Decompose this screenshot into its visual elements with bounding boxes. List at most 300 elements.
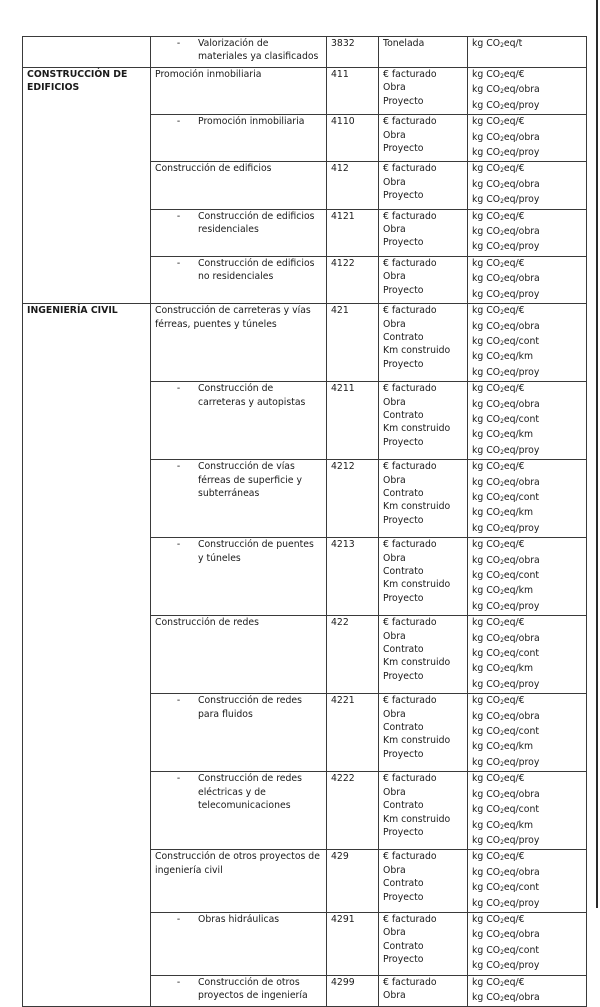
subscript-2: 2 [500,699,504,707]
indicator-cell [468,256,587,303]
indicator-cell [468,538,587,616]
dash-bullet: - [176,210,181,222]
dash-bullet: - [176,976,181,988]
unit-line: Proyecto [383,358,424,370]
activity-line: y túneles [198,552,241,564]
indicator-line: kg $CO_2eq$/cont [472,335,539,347]
unit-cell [379,912,468,975]
unit-line: Obra [383,864,406,876]
subscript-2: 2 [500,214,504,222]
activity-line: Construcción de vías [198,461,295,473]
unit-line: Proyecto [383,284,424,296]
unit-line: Km construido [383,579,451,591]
subscript-2: 2 [500,558,504,566]
unit-line: Contrato [383,409,424,421]
unit-line: € facturado [383,383,437,395]
subscript-2: 2 [500,230,504,238]
subscript-2: 2 [500,714,504,722]
indicator-line: kg $CO_2eq$/obra [472,929,540,941]
indicator-line: kg $CO_2eq/km$ [472,429,534,441]
indicator-line: kg $CO_2eq$/obra [472,554,540,566]
indicator-line: kg $CO_2eq/km$ [472,663,534,675]
activity-text [198,976,322,1003]
unit-line: Contrato [383,331,424,343]
indicator-cell [468,772,587,850]
page-edge-line [596,0,598,908]
subscript-2: 2 [500,777,504,785]
subscript-2: 2 [500,526,504,534]
indicator-line: kg $CO_2eq$/cont [472,944,539,956]
activity-line: Construcción de otros proyectos de [155,851,320,863]
activity-text [198,382,322,409]
code-cell: 422 [327,616,379,694]
activity-line: Construcción de puentes [198,539,314,551]
code-cell: 4222 [327,772,379,850]
sub-activity [155,694,322,721]
unit-line: Contrato [383,566,424,577]
subscript-2: 2 [500,339,504,347]
indicator-cell [468,382,587,460]
emission-indicators-table [22,36,587,1007]
subscript-2: 2 [500,324,504,332]
indicator-line: kg $CO_2eq$/proy [472,99,540,111]
indicator-line: kg $CO_2eq$/proy [472,444,540,456]
indicator-line: kg $CO_2eq$/cont [472,726,539,738]
activity-line: ingeniería civil [155,864,223,876]
code-cell: 4110 [327,115,379,162]
activity-text [198,460,322,500]
indicator-line: kg $CO_2eq$/obra [472,788,540,800]
unit-line: Obra [383,474,406,486]
indicator-line: kg $CO_2eq$/obra [472,866,540,878]
indicator-line: kg $CO_2eq$/obra [472,178,540,190]
unit-line: € facturado [383,210,437,222]
indicator-line: kg $CO_2eq/km$ [472,741,534,753]
unit-line: Contrato [383,878,424,890]
activity-cell [151,538,327,616]
indicator-line: kg $CO_2eq$/cont [472,648,539,660]
sub-activity [155,976,322,1003]
unit-line: Obra [383,927,406,939]
activity-text [198,37,322,64]
unit-line: Contrato [383,940,424,952]
unit-cell [379,382,468,460]
indicator-cell [468,68,587,115]
code-cell: 4121 [327,209,379,256]
activity-line: Construcción de edificios [198,210,315,222]
activity-cell [151,975,327,1007]
unit-line: Obra [383,129,406,141]
unit-cell [379,850,468,913]
activity-line: eléctricas y de [198,786,266,798]
unit-line: Proyecto [383,592,424,604]
activity-cell [151,256,327,303]
sub-activity [155,257,322,284]
activity-cell [151,68,327,115]
subscript-2: 2 [500,886,504,894]
indicator-line: kg $CO_2eq$/obra [472,710,540,722]
code-cell: 411 [327,68,379,115]
subscript-2: 2 [500,917,504,925]
unit-line: Km construido [383,735,451,747]
indicator-line: kg $CO_2eq$/proy [472,678,540,690]
indicator-cell [468,912,587,975]
dash-bullet: - [176,38,181,49]
indicator-line: kg $CO_2eq/€$ [472,976,525,988]
indicator-cell [468,975,587,1007]
activity-text [198,115,322,128]
unit-cell [379,256,468,303]
unit-line: Proyecto [383,237,424,249]
subscript-2: 2 [500,948,504,956]
activity-line: férreas de superficie y [198,474,302,486]
unit-line: Contrato [383,722,424,734]
unit-line: € facturado [383,913,437,925]
subscript-2: 2 [500,604,504,612]
indicator-line: kg $CO_2eq$/proy [472,960,540,972]
subscript-2: 2 [500,745,504,753]
indicator-line: kg $CO_2eq$/proy [472,834,540,846]
activity-cell [151,772,327,850]
indicator-line: kg $CO_2eq$/proy [472,897,540,909]
activity-cell [151,304,327,382]
indicator-line: kg $CO_2eq$/proy [472,600,540,612]
indicator-line: kg $CO_2eq/km$ [472,585,534,597]
unit-line: € facturado [383,851,437,863]
indicator-line: kg $CO_2eq$/proy [472,147,540,159]
indicator-line: kg $CO_2eq$/obra [472,398,540,410]
activity-line: Promoción inmobiliaria [198,116,305,128]
subscript-2: 2 [500,73,504,80]
subscript-2: 2 [500,103,504,111]
indicator-line: kg $CO_2eq/€$ [472,257,525,269]
indicator-line: kg $CO_2eq/€$ [472,913,525,925]
subscript-2: 2 [500,448,504,456]
subscript-2: 2 [500,135,504,143]
unit-cell [379,772,468,850]
unit-line: Contrato [383,800,424,812]
subscript-2: 2 [500,495,504,503]
sub-activity [155,382,322,409]
unit-cell [379,209,468,256]
subscript-2: 2 [500,151,504,159]
unit-line: Contrato [383,644,424,656]
unit-line: € facturado [383,976,437,988]
indicator-line: kg $CO_2eq$/obra [472,273,540,285]
activity-text [198,210,322,237]
unit-line: Proyecto [383,826,424,838]
subscript-2: 2 [500,277,504,285]
subscript-2: 2 [500,933,504,941]
unit-line: € facturado [383,257,437,269]
indicator-cell [468,850,587,913]
unit-line: Obra [383,318,406,330]
indicator-cell [468,304,587,382]
activity-line: materiales ya clasificados [198,51,319,63]
activity-line: para fluidos [198,708,253,720]
indicator-line: kg $CO_2eq$/proy [472,522,540,534]
indicator-line: kg $CO_2eq$/obra [472,320,540,332]
table-body [23,37,587,1007]
code-cell: 4213 [327,538,379,616]
unit-cell [379,694,468,772]
code-cell: 412 [327,162,379,209]
sector-cell [23,37,151,68]
subscript-2: 2 [500,995,504,1003]
code-cell: 4212 [327,460,379,538]
indicator-line: kg $CO_2eq/€$ [472,773,525,785]
unit-line: Km construido [383,501,451,513]
subscript-2: 2 [500,964,504,972]
code-cell: 4299 [327,975,379,1007]
dash-bullet: - [176,461,181,473]
sub-activity [155,538,322,565]
unit-cell [379,37,468,68]
indicator-line: kg $CO_2eq$/obra [472,991,540,1003]
subscript-2: 2 [500,402,504,410]
unit-line: € facturado [383,461,437,473]
subscript-2: 2 [500,636,504,644]
subscript-2: 2 [500,387,504,395]
indicator-line: kg $CO_2eq/€$ [472,163,525,175]
subscript-2: 2 [500,433,504,441]
unit-line: Proyecto [383,891,424,903]
unit-line: Contrato [383,487,424,499]
sub-activity [155,460,322,500]
unit-line: Obra [383,630,406,642]
subscript-2: 2 [500,682,504,690]
unit-cell [379,460,468,538]
activity-cell [151,115,327,162]
activity-cell [151,694,327,772]
subscript-2: 2 [500,760,504,768]
subscript-2: 2 [500,355,504,363]
subscript-2: 2 [500,574,504,581]
table-row [23,37,587,68]
indicator-cell [468,616,587,694]
subscript-2: 2 [500,167,504,175]
activity-line: Construcción de edificios [155,163,272,175]
unit-line: Km construido [383,813,451,825]
subscript-2: 2 [500,417,504,425]
activity-line: Construcción de redes [155,617,259,629]
code-cell: 4211 [327,382,379,460]
unit-cell [379,68,468,115]
subscript-2: 2 [500,245,504,253]
indicator-line: kg $CO_2eq/km$ [472,351,534,363]
unit-line: Proyecto [383,748,424,760]
unit-cell [379,616,468,694]
indicator-line: kg $CO_2eq$/proy [472,194,540,206]
indicator-cell [468,209,587,256]
activity-line: férreas, puentes y túneles [155,318,277,330]
subscript-2: 2 [500,870,504,878]
subscript-2: 2 [500,370,504,378]
activity-text [198,694,322,721]
indicator-line: kg $CO_2eq/€$ [472,539,525,551]
unit-line: € facturado [383,305,437,317]
activity-line: proyectos de ingeniería [198,989,308,1001]
code-cell: 4122 [327,256,379,303]
unit-line: € facturado [383,69,437,80]
unit-line: Obra [383,176,406,188]
activity-cell [151,37,327,68]
code-cell: 421 [327,304,379,382]
indicator-line: kg $CO_2eq/€$ [472,383,525,395]
unit-line: Proyecto [383,670,424,682]
indicator-line: kg $CO_2eq$/proy [472,288,540,300]
unit-line: Proyecto [383,954,424,966]
subscript-2: 2 [500,808,504,816]
sub-activity [155,913,322,926]
indicator-line: kg $CO_2eq/€$ [472,116,525,128]
unit-line: Proyecto [383,190,424,202]
activity-line: subterráneas [198,487,260,499]
indicator-line: kg $CO_2eq/€$ [472,617,525,629]
indicator-line: kg $CO_2eq$/obra [472,131,540,143]
subscript-2: 2 [500,980,504,988]
unit-cell [379,115,468,162]
dash-bullet: - [176,695,181,707]
activity-cell [151,382,327,460]
unit-line: Proyecto [383,95,424,107]
dash-bullet: - [176,383,181,395]
activity-line: Valorización de [198,38,269,49]
activity-line: Construcción de [198,383,274,395]
unit-line: Km construido [383,657,451,669]
indicator-line: kg $CO_2eq/€$ [472,851,525,863]
subscript-2: 2 [500,198,504,206]
sub-activity [155,772,322,812]
unit-line: Obra [383,271,406,283]
indicator-line: kg $CO_2eq$/cont [472,882,539,894]
activity-cell [151,460,327,538]
subscript-2: 2 [500,309,504,317]
unit-line: Obra [383,989,406,1001]
unit-line: € facturado [383,617,437,629]
subscript-2: 2 [500,88,504,96]
subscript-2: 2 [500,838,504,846]
activity-line: Promoción inmobiliaria [155,69,262,80]
subscript-2: 2 [500,589,504,597]
indicator-line: kg $CO_2eq/km$ [472,507,534,519]
activity-cell [151,912,327,975]
subscript-2: 2 [500,465,504,473]
activity-cell [151,162,327,209]
indicator-line: kg $CO_2eq/€$ [472,305,525,317]
unit-cell [379,304,468,382]
indicator-line: kg $CO_2eq/t$ [472,38,523,49]
indicator-line: kg $CO_2eq$/obra [472,476,540,488]
subscript-2: 2 [500,42,504,49]
unit-line: Obra [383,708,406,720]
indicator-line: kg $CO_2eq/€$ [472,461,525,473]
unit-line: Km construido [383,345,451,357]
sector-cell: INGENIERÍA CIVIL [23,304,151,1007]
indicator-cell [468,37,587,68]
dash-bullet: - [176,773,181,785]
table-row [23,304,587,382]
dash-bullet: - [176,539,181,551]
unit-line: Obra [383,396,406,408]
indicator-line: kg $CO_2eq$/cont [472,804,539,816]
activity-line: Obras hidráulicas [198,913,280,925]
unit-line: € facturado [383,695,437,707]
subscript-2: 2 [500,792,504,800]
sub-activity [155,37,322,64]
indicator-line: kg $CO_2eq$/obra [472,226,540,238]
unit-line: € facturado [383,163,437,175]
indicator-line: kg $CO_2eq$/obra [472,84,540,96]
unit-line: Proyecto [383,436,424,448]
unit-line: Proyecto [383,514,424,526]
subscript-2: 2 [500,292,504,300]
code-cell: 3832 [327,37,379,68]
unit-line: Proyecto [383,143,424,155]
activity-line: telecomunicaciones [198,800,291,812]
unit-line: Tonelada [383,38,425,49]
unit-line: Obra [383,224,406,236]
activity-line: Construcción de redes [198,695,302,707]
activity-text [198,257,322,284]
subscript-2: 2 [500,621,504,629]
indicator-cell [468,115,587,162]
indicator-line: kg $CO_2eq/€$ [472,695,525,707]
subscript-2: 2 [500,480,504,488]
sub-activity [155,210,322,237]
unit-line: Obra [383,786,406,798]
table-row [23,68,587,115]
activity-cell [151,616,327,694]
activity-line: no residenciales [198,271,274,283]
activity-text [198,538,322,565]
activity-line: carreteras y autopistas [198,396,306,408]
unit-line: € facturado [383,116,437,128]
sub-activity [155,115,322,128]
indicator-cell [468,460,587,538]
indicator-line: kg $CO_2eq$/proy [472,756,540,768]
unit-line: Obra [383,82,406,94]
indicator-cell [468,694,587,772]
dash-bullet: - [176,913,181,925]
subscript-2: 2 [500,511,504,519]
indicator-line: kg $CO_2eq/€$ [472,69,525,80]
indicator-line: kg $CO_2eq/km$ [472,819,534,831]
activity-line: Construcción de redes [198,773,302,785]
activity-text [198,772,322,812]
subscript-2: 2 [500,261,504,269]
unit-line: € facturado [383,773,437,785]
activity-line: Construcción de edificios [198,257,315,269]
indicator-line: kg $CO_2eq$/proy [472,366,540,378]
subscript-2: 2 [500,730,504,738]
unit-line: Km construido [383,423,451,435]
unit-cell [379,538,468,616]
subscript-2: 2 [500,182,504,190]
activity-line: Construcción de otros [198,976,300,988]
indicator-line: kg $CO_2eq$/proy [472,241,540,253]
activity-cell [151,850,327,913]
indicator-line: kg $CO_2eq$/obra [472,632,540,644]
sector-cell: CONSTRUCCIÓN DE EDIFICIOS [23,68,151,304]
indicator-cell [468,162,587,209]
code-cell: 429 [327,850,379,913]
subscript-2: 2 [500,823,504,831]
activity-line: residenciales [198,224,259,236]
indicator-line: kg $CO_2eq/€$ [472,210,525,222]
indicator-line: kg $CO_2eq$/cont [472,491,539,503]
subscript-2: 2 [500,120,504,128]
